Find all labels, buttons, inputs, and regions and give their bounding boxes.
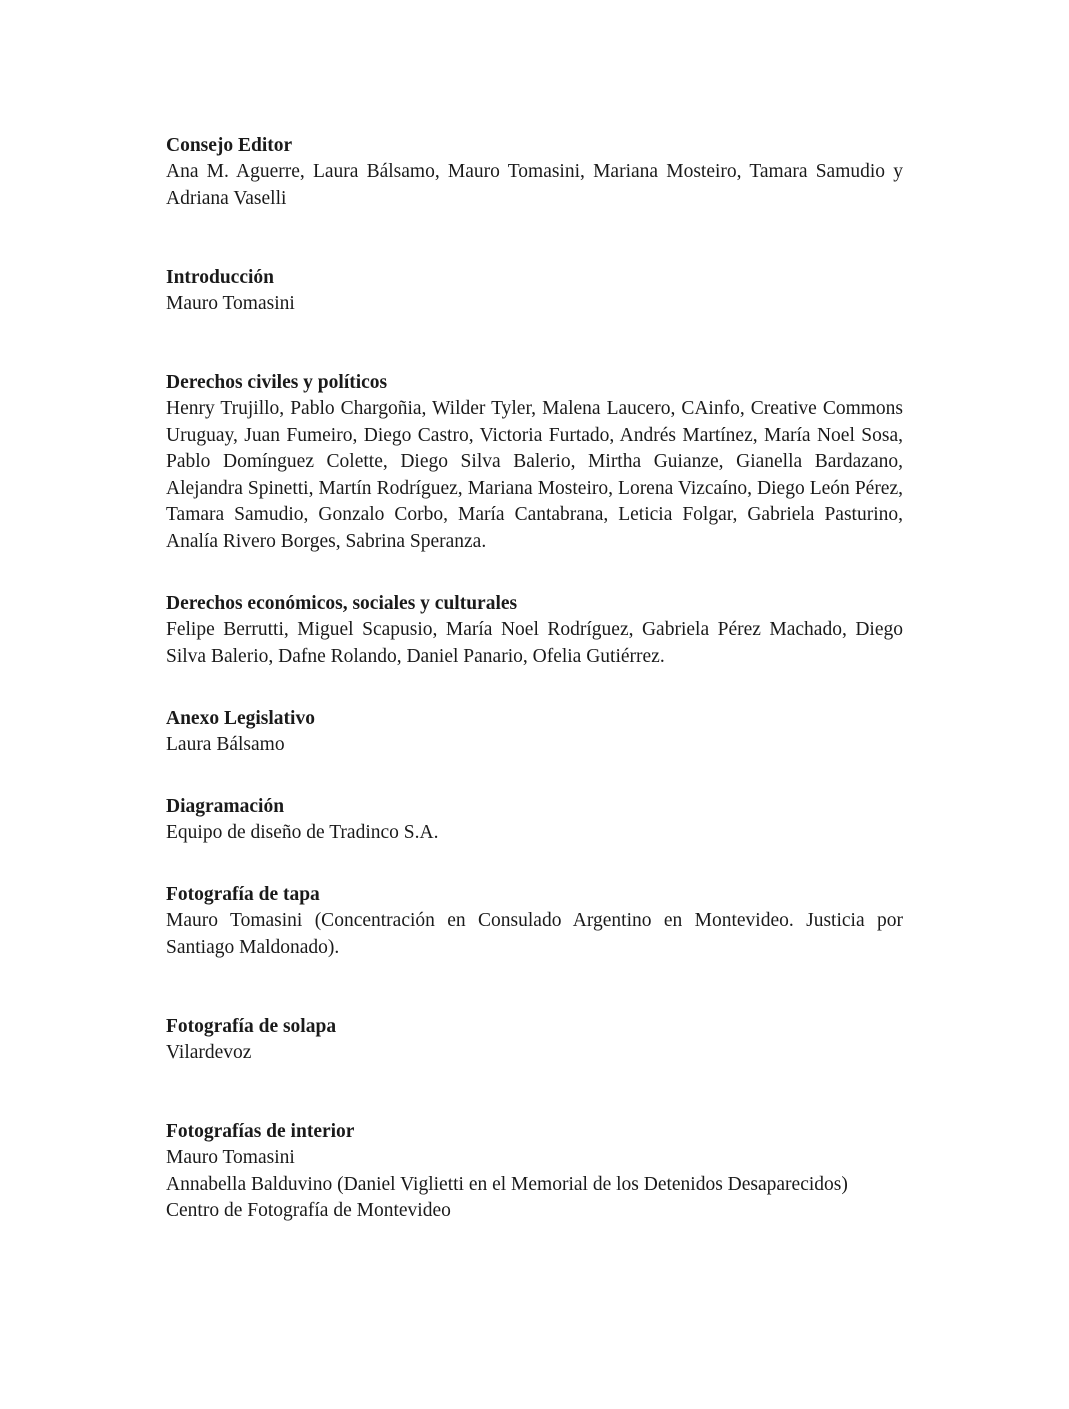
section-text: Ana M. Aguerre, Laura Bálsamo, Mauro Tomasini, Mariana Mosteiro, Tamara Samudio y Adriana Vaselli <box>166 161 903 209</box>
section-text: Vilardevoz <box>166 1042 252 1063</box>
section-heading: Anexo Legislativo <box>166 708 315 729</box>
section-heading: Diagramación <box>166 796 285 817</box>
section-heading: Fotografías de interior <box>166 1121 355 1142</box>
section-fotografias-interior <box>166 1118 903 1225</box>
section-heading: Derechos económicos, sociales y culturales <box>166 593 518 614</box>
section-consejo-editor <box>166 132 903 212</box>
section-introduccion <box>166 264 903 318</box>
section-text: Mauro Tomasini (Concentración en Consulado Argentino en Montevideo. Justicia por Santiago Maldonado). <box>166 910 903 958</box>
section-text: Equipo de diseño de Tradinco S.A. <box>166 822 439 843</box>
section-heading: Derechos civiles y políticos <box>166 372 388 393</box>
credit-line: Annabella Balduvino (Daniel Viglietti en el Memorial de los Detenidos Desaparecidos) <box>166 1173 848 1195</box>
section-text: Felipe Berrutti, Miguel Scapusio, María Noel Rodríguez, Gabriela Pérez Machado, Diego Silva Balerio, Dafne Rolando, Daniel Panario, Ofelia Gutiérrez. <box>166 619 903 667</box>
section-fotografia-tapa <box>166 881 903 961</box>
credit-line: Mauro Tomasini <box>166 1147 295 1168</box>
section-diagramacion <box>166 793 903 847</box>
section-heading: Fotografía de solapa <box>166 1016 337 1037</box>
credit-line: Centro de Fotografía de Montevideo <box>166 1200 451 1222</box>
section-heading: Fotografía de tapa <box>166 884 320 905</box>
section-heading: Consejo Editor <box>166 135 293 156</box>
section-derechos-economicos <box>166 590 903 670</box>
section-text: Henry Trujillo, Pablo Chargoñia, Wilder Tyler, Malena Laucero, CAinfo, Creative Commons Uruguay, Juan Fumeiro, Diego Castro, Victoria Furtado, Andrés Martínez, María Noel Sosa, Pablo Domínguez Colette, Diego Silva Balerio, Mirtha Guianze, Gianella Bardazano, Alejandra Spinetti, Martín Rodríguez, Mariana Mosteiro, Lorena Vizcaíno, Diego León Pérez, Tamara Samudio, Gonzalo Corbo, María Cantabrana, Leticia Folgar, Gabriela Pasturino, Analía Rivero Borges, Sabrina Speranza. <box>166 398 903 552</box>
section-text: Laura Bálsamo <box>166 734 285 755</box>
section-anexo-legislativo <box>166 705 903 759</box>
section-heading: Introducción <box>166 267 274 288</box>
section-fotografia-solapa <box>166 1013 903 1067</box>
section-derechos-civiles <box>166 369 903 556</box>
section-text: Mauro Tomasini <box>166 293 295 314</box>
